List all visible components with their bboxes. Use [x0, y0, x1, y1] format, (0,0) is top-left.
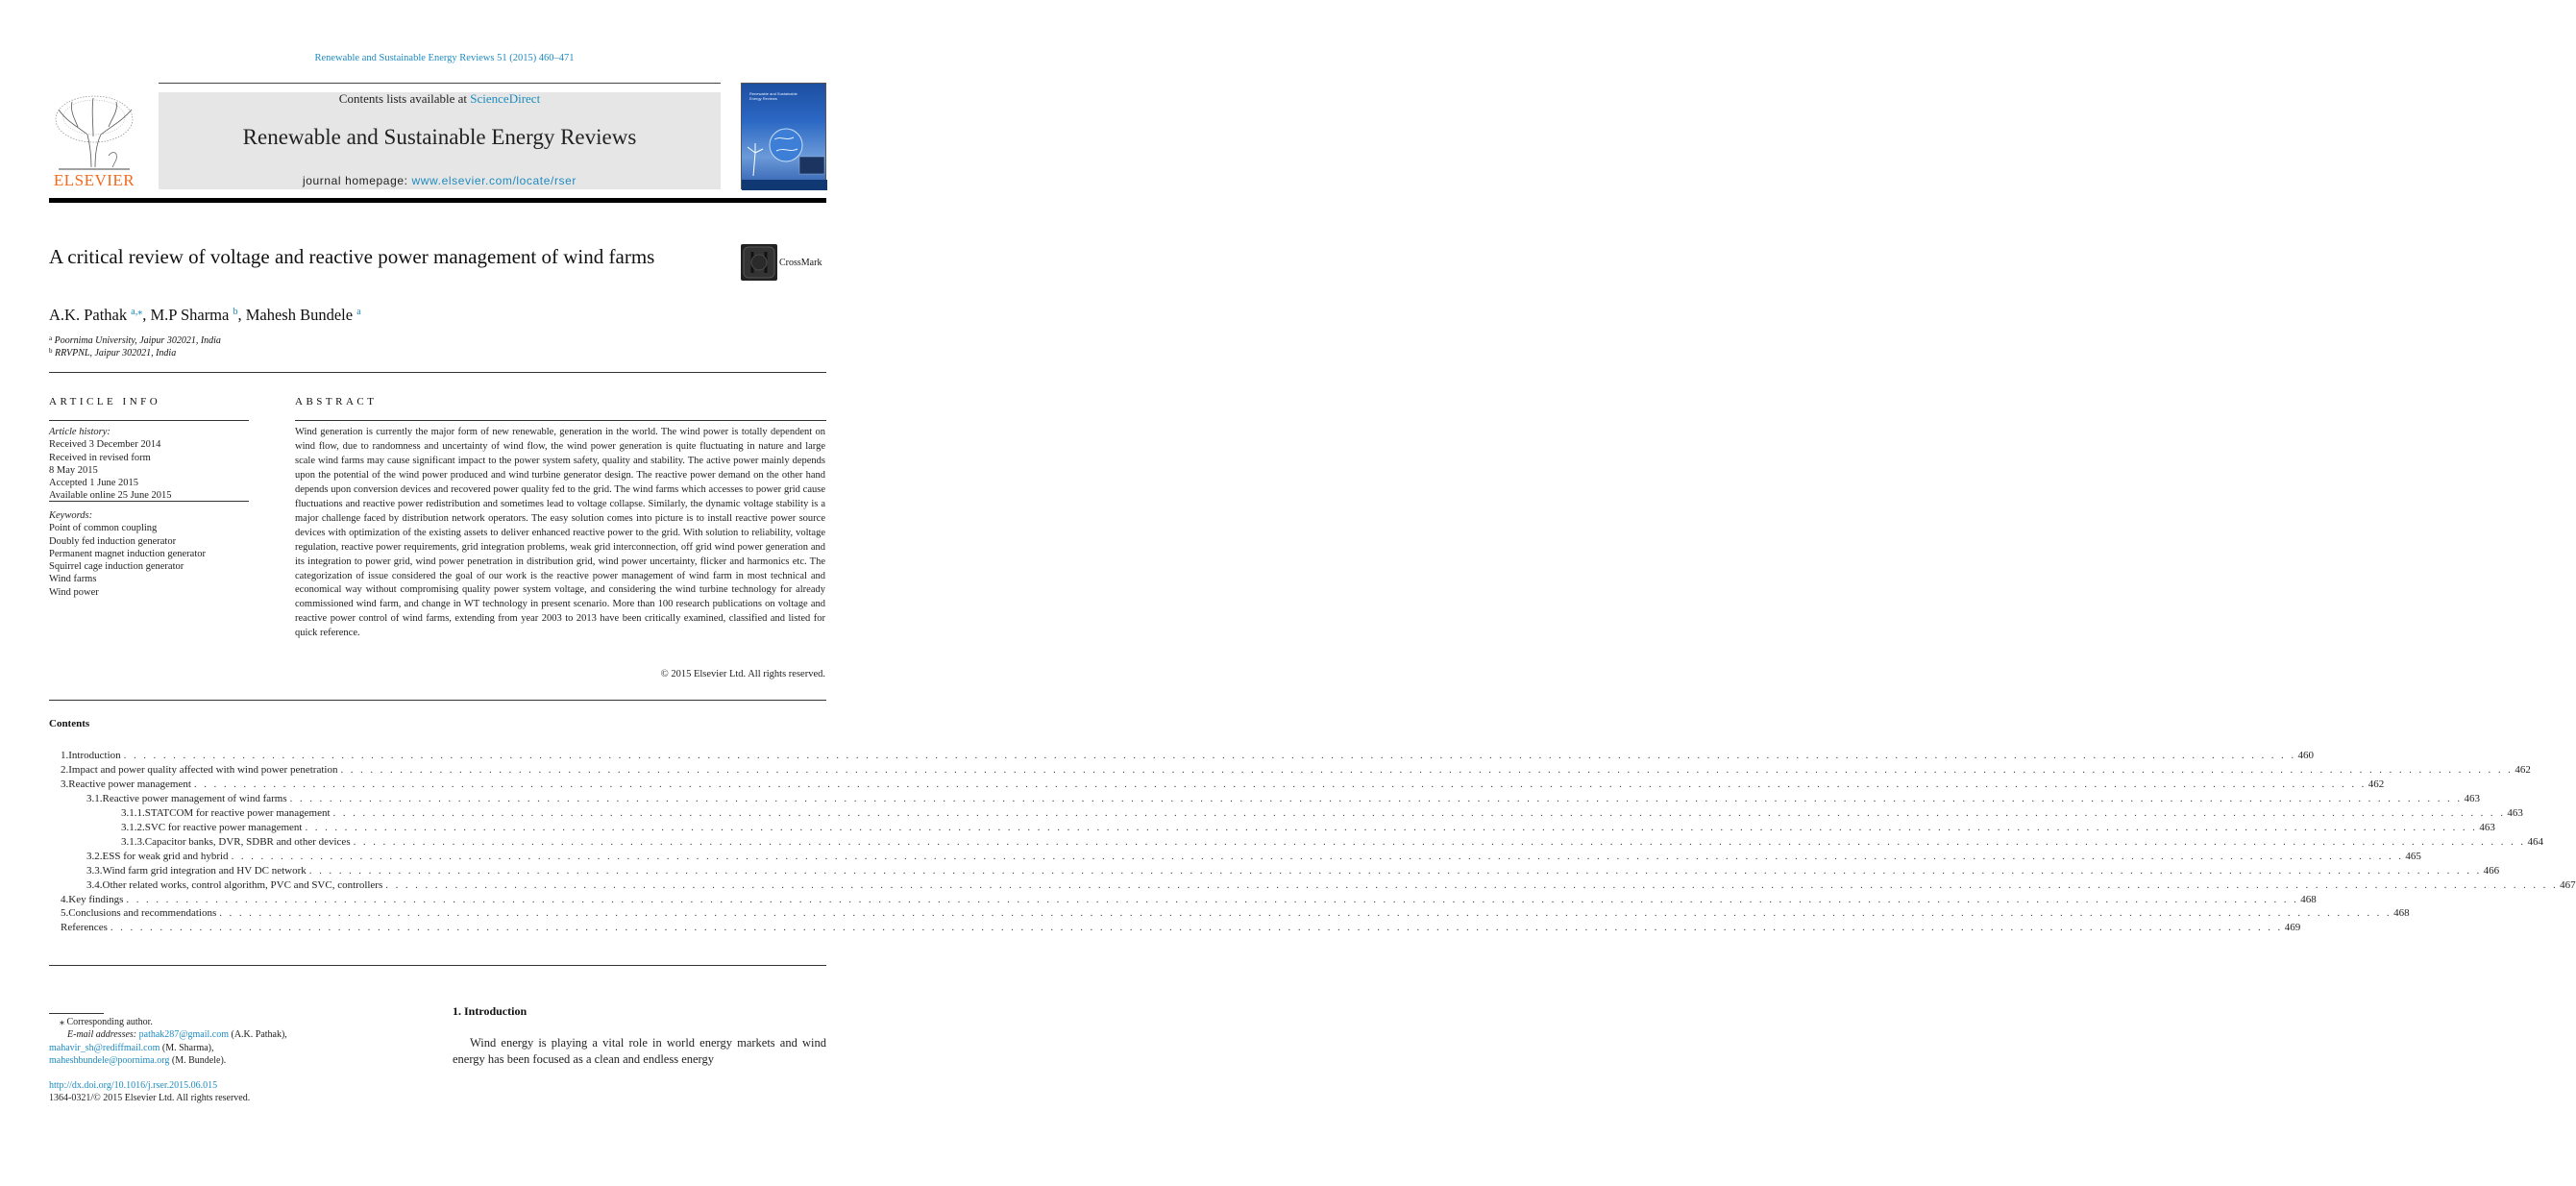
journal-title: Renewable and Sustainable Energy Reviews: [242, 125, 637, 149]
keyword: Point of common coupling: [49, 523, 158, 534]
toc-title[interactable]: ESS for weak grid and hybrid: [103, 850, 232, 864]
footnote-rule: [49, 1013, 104, 1014]
toc-number: 3.4.: [86, 878, 103, 891]
author-separator: ,: [237, 306, 246, 324]
email-owner: (M. Sharma),: [161, 1042, 214, 1053]
keyword: Wind power: [49, 586, 99, 598]
history-line: Accepted 1 June 2015: [49, 478, 139, 489]
affiliation-text: RRVPNL, Jaipur 302021, India: [55, 348, 177, 358]
toc-title[interactable]: Wind farm grid integration and HV DC network: [103, 864, 309, 878]
journal-cover-image[interactable]: [741, 83, 826, 189]
toc-entry[interactable]: [121, 835, 2543, 850]
keyword: Wind farms: [49, 574, 97, 585]
toc-page-number[interactable]: 464: [2527, 835, 2543, 848]
abstract-text: Wind generation is currently the major form of new renewable, generation in the world. The wind power is totally dependent on wind flow, due to randomness and uncertainty of wind flow, the wind power generation is quite fluctuating in nature and large scale wind farms may cause significant impact to the power system safety, quality and stability. The active power mainly depends upon the potential of the wind power produced and wind turbine generator design. The reactive power demand on the other hand depends upon conversion devices and recovered power quality fed to the grid. The wind farms which accesses to power grid cause fluctuations and reactive power redistribution and sometimes lead to voltage collapse. Similarly, the dynamic voltage stability is a major challenge faced by distribution network operators. The easy solution comes into picture is to install reactive power source devices with optimization of the existing assets to deliver enhanced reactive power to the grid. With solution to reliability, voltage regulation, reactive power requirements, grid integration problems, weak grid interconnection, off grid wind power generation and its integration to power grid, wind power penetration in distribution grid, wind power uncertainty, flicker and harmonics etc. The categorization of issue considered the goal of our work is the reactive power management of wind farm in most technical and economical way without compromising quality power system voltage, and considering the wind turbine technology for already commissioned wind farm, and change in WT technology in present scenario. More than 100 research publications on voltage and reactive power control of wind farms, extending from year 2003 to 2013 have been critically examined, classified and listed for quick reference.: [295, 427, 825, 639]
toc-page-number[interactable]: 466: [2483, 864, 2500, 877]
toc-number: 3.3.: [86, 864, 103, 877]
cover-graphic: [742, 84, 827, 190]
toc-leader-dots: . . . . . . . . . . . . . . . . . . . . . . . . . . . . . . . . . . . . . . . . . . . . . . . . . . . . . . . . . . . . . . . . . . . . . . . . . . . . . . . . . . . . . . . . . . . . . . . . . . . . . . . . . . . . . . . . . . . . . . . . . . . . . . . . . . . . . . . . . . . . . . . . . . . . . . . . . . . . . . . . . . . . . . . . . . . . . . . . . . . . . . . . . . . . . . . . . . . . . . . . . . . . . . . . . . . . . . . . . . . .: [123, 750, 2296, 761]
email-label: E-mail addresses:: [67, 1029, 137, 1041]
toc-page-number[interactable]: 469: [2284, 922, 2301, 934]
issn-line: 1364-0321/© 2015 Elsevier Ltd. All rights reserved.: [49, 1093, 251, 1103]
abstract-rule: [295, 420, 826, 421]
author-affiliation-mark[interactable]: a,⁎: [131, 307, 143, 317]
toc-page-number[interactable]: 460: [2297, 750, 2314, 761]
introduction-text: Wind energy is playing a vital role in world energy markets and wind energy has been focused as a clean and endless energy: [453, 1036, 826, 1066]
toc-entry[interactable]: [86, 850, 2421, 864]
toc-title[interactable]: References: [61, 921, 110, 935]
header-thick-rule: [49, 198, 826, 203]
article-title: A critical review of voltage and reactive power management of wind farms: [49, 245, 655, 268]
homepage-link[interactable]: www.elsevier.com/locate/rser: [411, 174, 577, 187]
toc-page-number[interactable]: 465: [2405, 850, 2421, 862]
sciencedirect-link[interactable]: ScienceDirect: [470, 91, 541, 106]
article-info-heading: ARTICLE INFO: [49, 396, 161, 408]
email-line: [49, 1042, 414, 1054]
header-top-rule: [159, 83, 721, 84]
keyword: Doubly fed induction generator: [49, 535, 177, 547]
homepage-prefix: journal homepage:: [302, 174, 412, 187]
toc-leader-dots: . . . . . . . . . . . . . . . . . . . . . . . . . . . . . . . . . . . . . . . . . . . . . . . . . . . . . . . . . . . . . . . . . . . . . . . . . . . . . . . . . . . . . . . . . . . . . . . . . . . . . . . . . . . . . . . . . . . . . . . . . . . . . . . . . . . . . . . . . . . . . . . . . . . . . . . . . . . . . . . . . . . . . . . . . . . . . . . . . . . . . . . . . . . . . . . . . . . . . . . . . . . . . . . . . . . . . . . . . . . .: [110, 922, 2283, 934]
toc-leader-dots: . . . . . . . . . . . . . . . . . . . . . . . . . . . . . . . . . . . . . . . . . . . . . . . . . . . . . . . . . . . . . . . . . . . . . . . . . . . . . . . . . . . . . . . . . . . . . . . . . . . . . . . . . . . . . . . . . . . . . . . . . . . . . . . . . . . . . . . . . . . . . . . . . . . . . . . . . . . . . . . . . . . . . . . . . . . . . . . . . . . . . . . . . . . . . . . . . . . . . . . . . . . . . . . . . . . . . . . . . . . .: [289, 792, 2463, 804]
toc-title[interactable]: Key findings: [68, 893, 126, 907]
toc-title[interactable]: Introduction: [68, 749, 123, 763]
toc-leader-dots: . . . . . . . . . . . . . . . . . . . . . . . . . . . . . . . . . . . . . . . . . . . . . . . . . . . . . . . . . . . . . . . . . . . . . . . . . . . . . . . . . . . . . . . . . . . . . . . . . . . . . . . . . . . . . . . . . . . . . . . . . . . . . . . . . . . . . . . . . . . . . . . . . . . . . . . . . . . . . . . . . . . . . . . . . . . . . . . . . . . . . . . . . . . . . . . . . . . . . . . . . . . . . . . . . . . . . . . . . . . .: [305, 821, 2478, 833]
toc-entry[interactable]: [86, 864, 2500, 878]
history-line: Available online 25 June 2015: [49, 490, 172, 502]
author-name: A.K. Pathak: [49, 306, 128, 324]
contents-divider: [49, 965, 826, 966]
toc-leader-dots: . . . . . . . . . . . . . . . . . . . . . . . . . . . . . . . . . . . . . . . . . . . . . . . . . . . . . . . . . . . . . . . . . . . . . . . . . . . . . . . . . . . . . . . . . . . . . . . . . . . . . . . . . . . . . . . . . . . . . . . . . . . . . . . . . . . . . . . . . . . . . . . . . . . . . . . . . . . . . . . . . . . . . . . . . . . . . . . . . . . . . . . . . . . . . . . . . . . . . . . . . . . . . . . . . . . . . . . . . . . .: [219, 907, 2392, 920]
toc-leader-dots: . . . . . . . . . . . . . . . . . . . . . . . . . . . . . . . . . . . . . . . . . . . . . . . . . . . . . . . . . . . . . . . . . . . . . . . . . . . . . . . . . . . . . . . . . . . . . . . . . . . . . . . . . . . . . . . . . . . . . . . . . . . . . . . . . . . . . . . . . . . . . . . . . . . . . . . . . . . . . . . . . . . . . . . . . . . . . . . . . . . . . . . . . . . . . . . . . . . . . . . . . . . . . . . . . . . . . . . . . . . .: [332, 806, 2506, 819]
toc-entry[interactable]: [61, 778, 2385, 792]
toc-number: 2.: [61, 763, 69, 776]
toc-entry[interactable]: [61, 921, 2301, 935]
toc-entry[interactable]: [121, 821, 2495, 835]
title-divider: [49, 372, 826, 373]
elsevier-wordmark: ELSEVIER: [53, 171, 135, 189]
toc-title[interactable]: Conclusions and recommendations: [68, 906, 219, 921]
author-list: [49, 306, 361, 325]
email-line: [49, 1028, 414, 1041]
toc-page-number[interactable]: 462: [2367, 778, 2385, 790]
toc-number: 3.1.: [86, 792, 103, 804]
toc-number: 4.: [61, 893, 69, 905]
toc-page-number[interactable]: 463: [2464, 792, 2480, 804]
article-history-label: Article history:: [49, 427, 110, 437]
keywords-block: [49, 509, 249, 599]
author-name: Mahesh Bundele: [245, 306, 354, 324]
toc-number: 3.2.: [86, 850, 103, 862]
crossmark-label[interactable]: CrossMark: [779, 258, 822, 268]
email-owner: (M. Bundele).: [171, 1054, 227, 1066]
crossmark-icon[interactable]: [741, 244, 777, 281]
email-link[interactable]: pathak287@gmail.com: [138, 1029, 229, 1041]
contents-heading: Contents: [49, 718, 90, 729]
keywords-label: Keywords:: [49, 510, 93, 521]
affiliation-text: Poornima University, Jaipur 302021, India: [54, 335, 221, 346]
toc-number: 3.: [61, 778, 69, 790]
email-line: [49, 1054, 414, 1067]
toc-number: 1.: [61, 750, 69, 761]
toc-leader-dots: . . . . . . . . . . . . . . . . . . . . . . . . . . . . . . . . . . . . . . . . . . . . . . . . . . . . . . . . . . . . . . . . . . . . . . . . . . . . . . . . . . . . . . . . . . . . . . . . . . . . . . . . . . . . . . . . . . . . . . . . . . . . . . . . . . . . . . . . . . . . . . . . . . . . . . . . . . . . . . . . . . . . . . . . . . . . . . . . . . . . . . . . . . . . . . . . . . . . . . . . . . . . . . . . . . . . . . . . . . . .: [308, 864, 2482, 877]
abstract-copyright: © 2015 Elsevier Ltd. All rights reserved.: [660, 669, 825, 679]
toc-page-number[interactable]: 467: [2560, 878, 2576, 891]
toc-entry[interactable]: [86, 792, 2480, 806]
toc-number: 5.: [61, 907, 69, 920]
author-affiliation-mark[interactable]: b: [233, 307, 238, 317]
toc-leader-dots: . . . . . . . . . . . . . . . . . . . . . . . . . . . . . . . . . . . . . . . . . . . . . . . . . . . . . . . . . . . . . . . . . . . . . . . . . . . . . . . . . . . . . . . . . . . . . . . . . . . . . . . . . . . . . . . . . . . . . . . . . . . . . . . . . . . . . . . . . . . . . . . . . . . . . . . . . . . . . . . . . . . . . . . . . . . . . . . . . . . . . . . . . . . . . . . . . . . . . . . . . . . . . . . . . . . . . . . . . . . .: [231, 850, 2404, 862]
doi-url[interactable]: http://dx.doi.org/10.1016/j.rser.2015.06.015: [49, 1080, 218, 1091]
contents-available-line: [159, 91, 721, 107]
toc-leader-dots: . . . . . . . . . . . . . . . . . . . . . . . . . . . . . . . . . . . . . . . . . . . . . . . . . . . . . . . . . . . . . . . . . . . . . . . . . . . . . . . . . . . . . . . . . . . . . . . . . . . . . . . . . . . . . . . . . . . . . . . . . . . . . . . . . . . . . . . . . . . . . . . . . . . . . . . . . . . . . . . . . . . . . . . . . . . . . . . . . . . . . . . . . . . . . . . . . . . . . . . . . . . . . . . . . . . . . . . . . . . .: [193, 778, 2367, 790]
history-line: Received in revised form: [49, 452, 151, 463]
journal-reference[interactable]: Renewable and Sustainable Energy Reviews 51 (2015) 460–471: [314, 53, 575, 63]
email-link[interactable]: mahavir_sh@rediffmail.com: [49, 1042, 160, 1053]
toc-title[interactable]: Reactive power management: [68, 778, 194, 792]
toc-entry[interactable]: [86, 878, 2576, 893]
toc-entry[interactable]: [61, 906, 2410, 921]
abstract-heading: ABSTRACT: [295, 396, 378, 408]
footnotes: [49, 1016, 414, 1067]
toc-number: 3.1.2.: [121, 821, 145, 833]
toc-title[interactable]: STATCOM for reactive power management: [145, 806, 333, 821]
toc-title[interactable]: Other related works, control algorithm, PVC and SVC, controllers: [103, 878, 386, 893]
keyword: Squirrel cage induction generator: [49, 561, 184, 573]
toc-leader-dots: . . . . . . . . . . . . . . . . . . . . . . . . . . . . . . . . . . . . . . . . . . . . . . . . . . . . . . . . . . . . . . . . . . . . . . . . . . . . . . . . . . . . . . . . . . . . . . . . . . . . . . . . . . . . . . . . . . . . . . . . . . . . . . . . . . . . . . . . . . . . . . . . . . . . . . . . . . . . . . . . . . . . . . . . . . . . . . . . . . . . . . . . . . . . . . . . . . . . . . . . . . . . . . . . . . . . . . . . . . . .: [385, 878, 2559, 891]
toc-page-number[interactable]: 468: [2393, 907, 2410, 920]
email-owner: (A.K. Pathak),: [231, 1029, 287, 1041]
affiliation-b: [49, 347, 176, 358]
affiliation-mark: b: [49, 347, 53, 355]
toc-entry[interactable]: [61, 763, 2531, 778]
toc-leader-dots: . . . . . . . . . . . . . . . . . . . . . . . . . . . . . . . . . . . . . . . . . . . . . . . . . . . . . . . . . . . . . . . . . . . . . . . . . . . . . . . . . . . . . . . . . . . . . . . . . . . . . . . . . . . . . . . . . . . . . . . . . . . . . . . . . . . . . . . . . . . . . . . . . . . . . . . . . . . . . . . . . . . . . . . . . . . . . . . . . . . . . . . . . . . . . . . . . . . . . . . . . . . . . . . . . . . . . . . . . . . .: [126, 893, 2299, 905]
cover-title: Renewable and Sustainable Energy Reviews: [749, 91, 797, 101]
toc-leader-dots: . . . . . . . . . . . . . . . . . . . . . . . . . . . . . . . . . . . . . . . . . . . . . . . . . . . . . . . . . . . . . . . . . . . . . . . . . . . . . . . . . . . . . . . . . . . . . . . . . . . . . . . . . . . . . . . . . . . . . . . . . . . . . . . . . . . . . . . . . . . . . . . . . . . . . . . . . . . . . . . . . . . . . . . . . . . . . . . . . . . . . . . . . . . . . . . . . . . . . . . . . . . . . . . . . . . . . . . . . . . .: [353, 835, 2526, 848]
keyword: Permanent magnet induction generator: [49, 548, 206, 559]
toc-entry[interactable]: [121, 806, 2523, 821]
toc-page-number[interactable]: 463: [2507, 806, 2523, 819]
toc-number: 3.1.1.: [121, 806, 145, 819]
toc-title[interactable]: Reactive power management of wind farms: [103, 792, 290, 806]
toc-leader-dots: . . . . . . . . . . . . . . . . . . . . . . . . . . . . . . . . . . . . . . . . . . . . . . . . . . . . . . . . . . . . . . . . . . . . . . . . . . . . . . . . . . . . . . . . . . . . . . . . . . . . . . . . . . . . . . . . . . . . . . . . . . . . . . . . . . . . . . . . . . . . . . . . . . . . . . . . . . . . . . . . . . . . . . . . . . . . . . . . . . . . . . . . . . . . . . . . . . . . . . . . . . . . . . . . . . . . . . . . . . . .: [340, 763, 2514, 776]
corresponding-author-note: ⁎ Corresponding author.: [60, 1017, 153, 1027]
email-link[interactable]: maheshbundele@poornima.org: [49, 1054, 170, 1066]
toc-number: 3.1.3.: [121, 835, 145, 848]
doi-link[interactable]: [49, 1079, 217, 1092]
toc-page-number[interactable]: 468: [2300, 893, 2317, 905]
history-line: 8 May 2015: [49, 464, 98, 476]
abstract-divider: [49, 700, 826, 701]
toc-entry[interactable]: [61, 749, 2314, 763]
history-line: Received 3 December 2014: [49, 439, 161, 451]
introduction-heading: 1. Introduction: [453, 1004, 527, 1018]
history-rule: [49, 501, 249, 502]
toc-page-number[interactable]: 463: [2479, 821, 2495, 833]
affiliation-mark: a: [49, 334, 53, 342]
author-affiliation-mark[interactable]: a: [356, 307, 361, 317]
article-history: [49, 426, 249, 503]
toc-title[interactable]: SVC for reactive power management: [145, 821, 306, 835]
toc-page-number[interactable]: 462: [2515, 763, 2531, 776]
contents-prefix: Contents lists available at: [338, 91, 471, 106]
toc-title[interactable]: Impact and power quality affected with wind power penetration: [68, 763, 340, 778]
toc-title[interactable]: Capacitor banks, DVR, SDBR and other devices: [145, 835, 354, 850]
toc-entry[interactable]: [61, 893, 2317, 907]
article-info-rule: [49, 420, 249, 421]
journal-homepage-line: [159, 174, 721, 187]
author-name: M.P Sharma: [150, 306, 230, 324]
affiliation-a: [49, 334, 221, 346]
author-separator: ,: [142, 306, 151, 324]
